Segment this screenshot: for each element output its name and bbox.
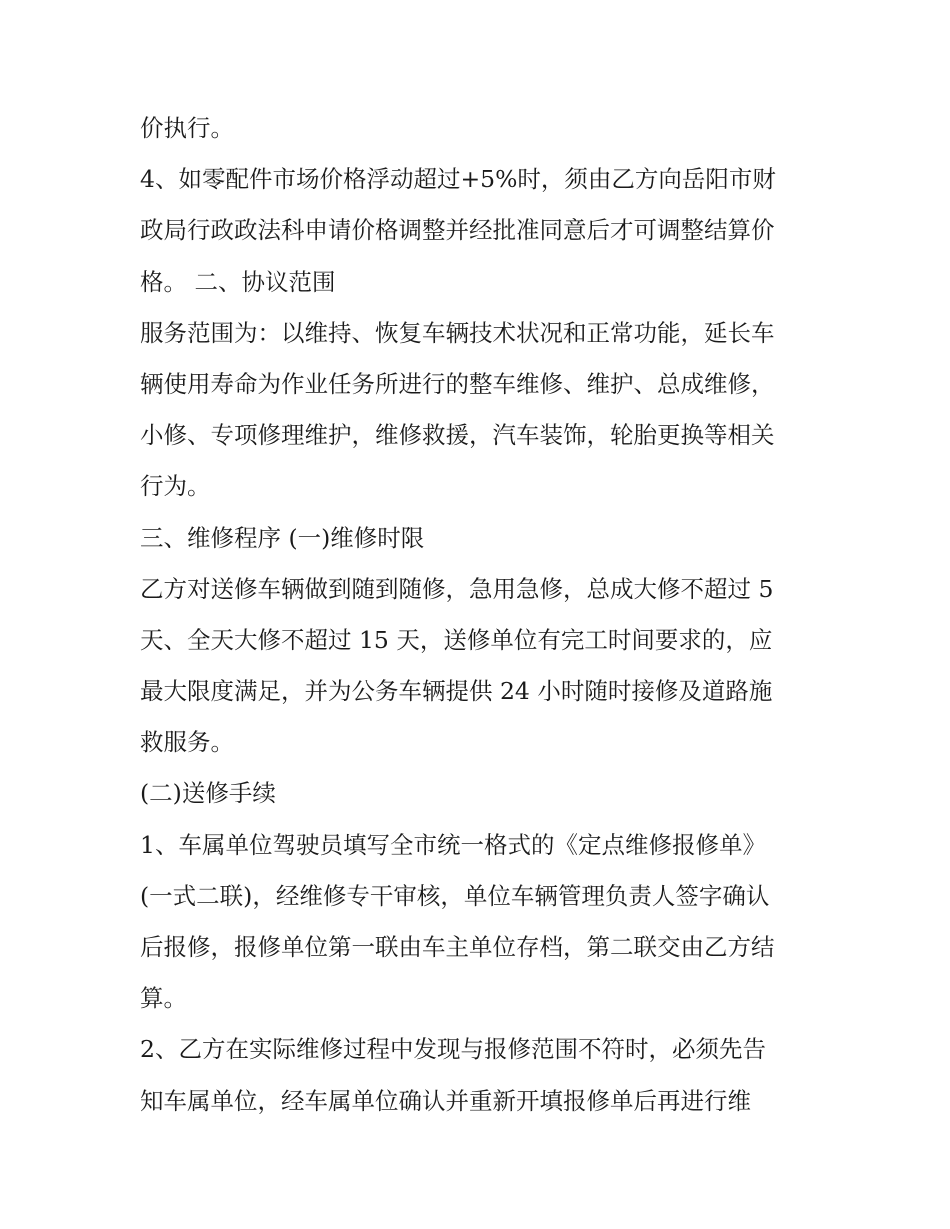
text-line: 救服务。 [140,728,234,757]
text-line: 最大限度满足，并为公务车辆提供 24 小时随时接修及道路施 [140,677,773,706]
text-line: 知车属单位，经车属单位确认并重新开填报修单后再进行维 [140,1086,751,1115]
text-line: 格。 二、协议范围 [140,267,336,296]
text-line: 价执行。 [140,114,234,142]
text-line: 行为。 [140,472,211,501]
text-line: 乙方对送修车辆做到随到随修，急用急修，总成大修不超过 5 [140,574,774,603]
text-line: (二)送修手续 [140,779,276,808]
document-body [140,103,820,1127]
text-line: 后报修，报修单位第一联由车主单位存档，第二联交由乙方结 [140,933,775,961]
text-line: (一式二联)，经维修专干审核，单位车辆管理负责人签字确认 [140,881,770,910]
text-line: 辆使用寿命为作业任务所进行的整车维修、维护、总成维修， [140,369,775,398]
text-line: 算。 [140,984,187,1013]
text-line: 政局行政政法科申请价格调整并经批准同意后才可调整结算价 [140,216,775,245]
text-line: 2、乙方在实际维修过程中发现与报修范围不符时，必须先告 [140,1035,766,1064]
text-line: 服务范围为：以维持、恢复车辆技术状况和正常功能，延长车 [140,318,775,347]
text-line: 三、维修程序 (一)维修时限 [140,523,425,552]
text-line: 4、如零配件市场价格浮动超过+5%时，须由乙方向岳阳市财 [140,165,776,194]
text-line: 1、车属单位驾驶员填写全市统一格式的《定点维修报修单》 [140,830,766,859]
text-line: 天、全天大修不超过 15 天，送修单位有完工时间要求的，应 [140,625,773,654]
text-line: 小修、专项修理维护，维修救援，汽车装饰，轮胎更换等相关 [140,421,775,450]
